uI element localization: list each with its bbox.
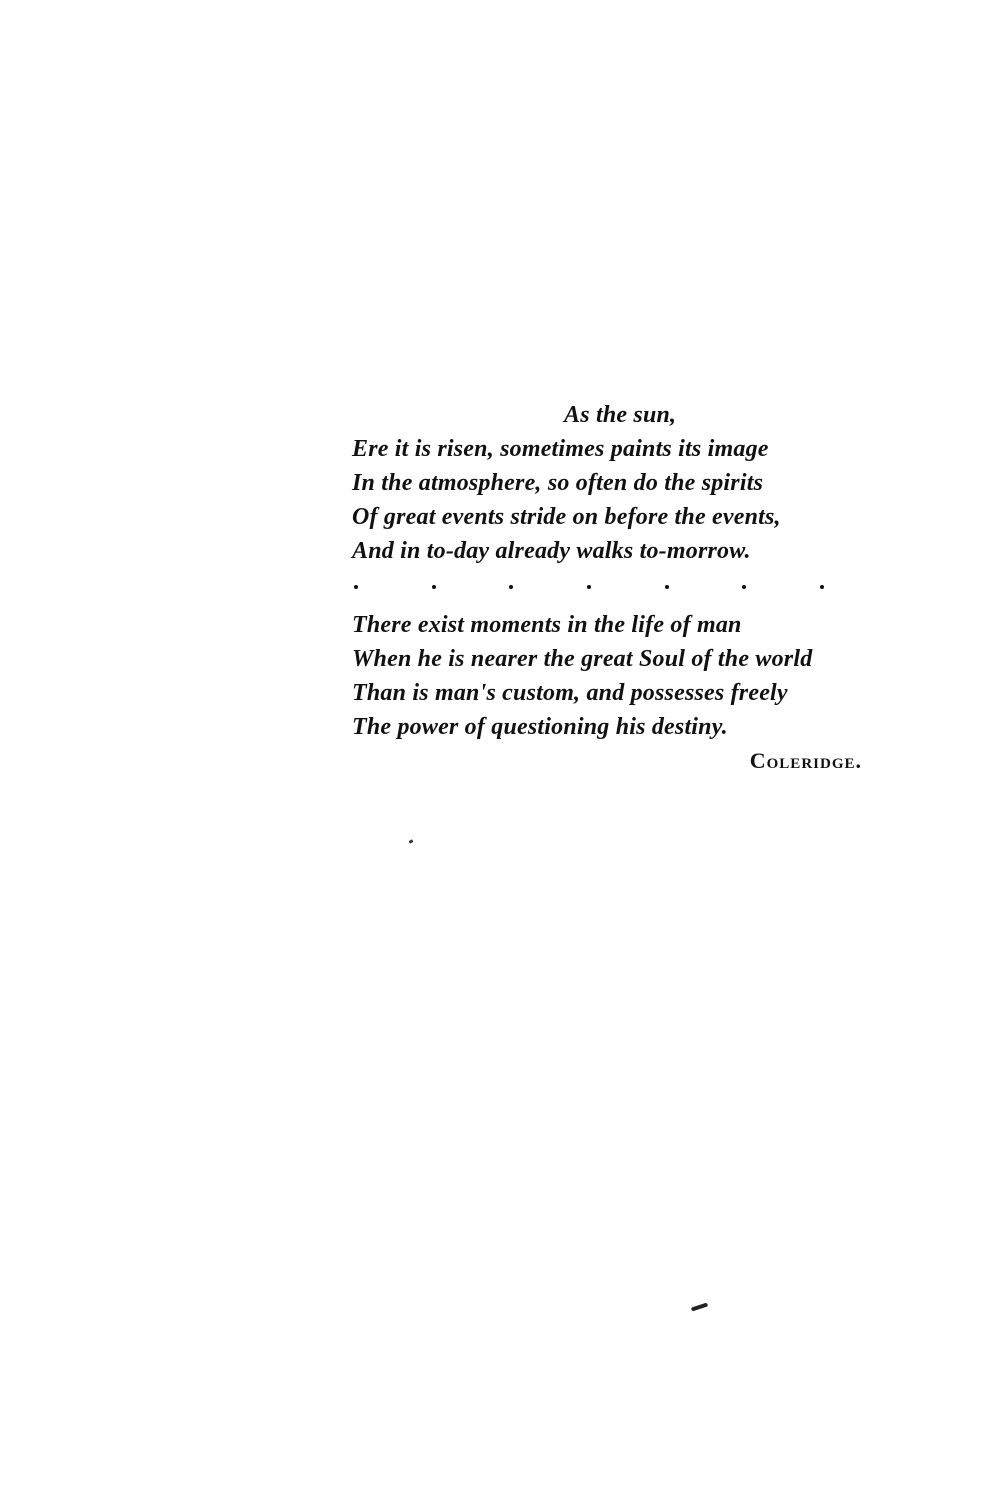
ink-speck (691, 1302, 708, 1311)
verse-line: As the sun, (564, 402, 677, 428)
verse-line: There exist moments in the life of man (352, 612, 742, 638)
separator-dot (587, 585, 591, 589)
separator-dot (432, 585, 436, 589)
author-attribution: Coleridge. (749, 748, 862, 773)
separator-dot (820, 585, 824, 589)
verse-line: Than is man's custom, and possesses freely (352, 680, 788, 706)
verse-line: When he is nearer the great Soul of the world (352, 646, 813, 672)
separator-dot (665, 585, 669, 589)
separator-dot (509, 585, 513, 589)
epigraph (352, 398, 872, 778)
verse-line: Of great events stride on before the events, (352, 504, 781, 530)
separator-dot (354, 585, 358, 589)
verse-line: And in to-day already walks to-morrow. (352, 538, 751, 564)
separator-dot (742, 585, 746, 589)
stanza-2 (352, 608, 872, 744)
verse-line: Ere it is risen, sometimes paints its image (352, 436, 769, 462)
stanza-1 (352, 398, 872, 568)
verse-line: The power of questioning his destiny. (352, 714, 728, 740)
ink-speck (409, 839, 414, 844)
ellipsis-separator (352, 570, 824, 604)
verse-line: In the atmosphere, so often do the spirits (352, 470, 764, 496)
